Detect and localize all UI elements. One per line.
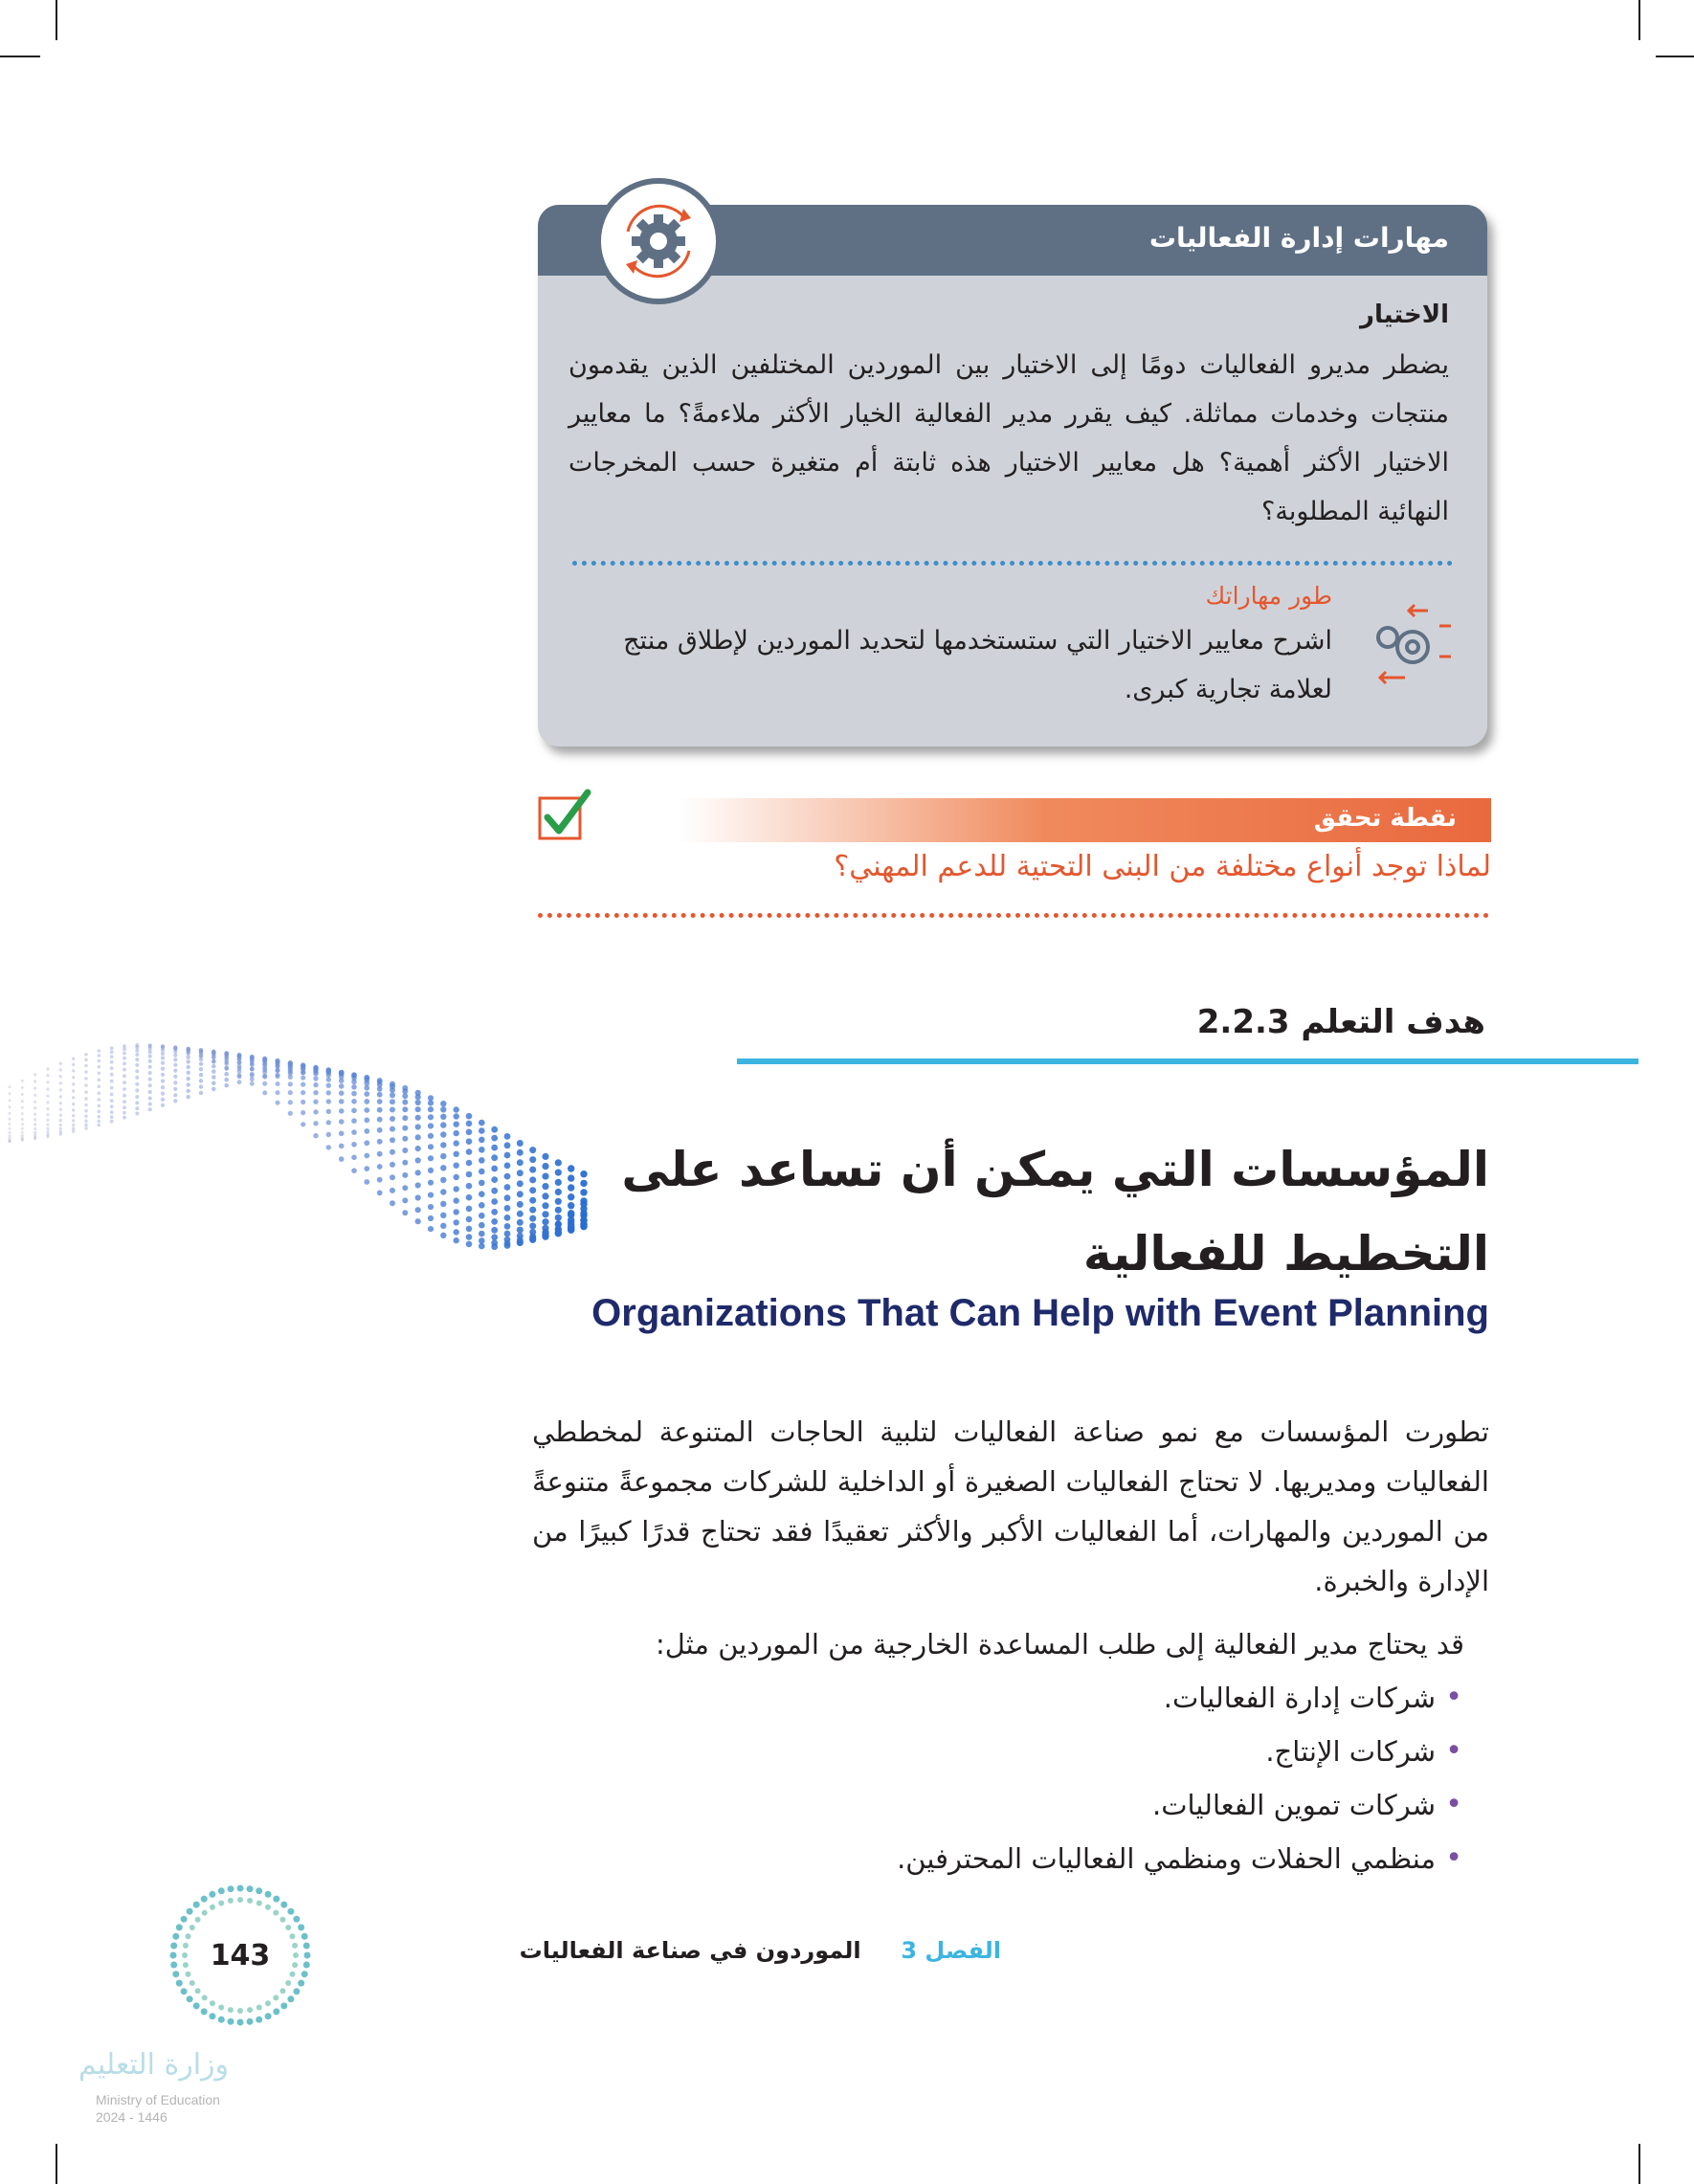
- dotted-divider: [538, 913, 1489, 918]
- page-number: 143: [210, 1939, 271, 1972]
- gear-cycle-icon: [595, 178, 722, 304]
- checkpoint-question: لماذا توجد أنواع مختلفة من البنى التحتية للدعم المهني؟: [834, 850, 1491, 883]
- checkpoint-title: نقطة تحقق: [1313, 804, 1457, 833]
- ministry-year: 2024 - 1446: [96, 2109, 167, 2125]
- selection-heading: الاختيار: [1360, 301, 1449, 329]
- learning-objective-rule: [737, 1059, 1638, 1064]
- list-item: • شركات الإنتاج.: [532, 1725, 1489, 1778]
- section-title-arabic: المؤسسات التي يمكن أن تساعد على التخطيط للفعالية: [621, 1142, 1489, 1281]
- ministry-english-text: Ministry of Education: [96, 2092, 220, 2107]
- checkmark-box-icon: [536, 787, 593, 844]
- dotted-divider: [572, 561, 1453, 566]
- skills-box-title: مهارات إدارة الفعاليات: [1148, 222, 1449, 254]
- checkpoint-bar: [680, 798, 1491, 842]
- section-title-english: Organizations That Can Help with Event Planning: [591, 1292, 1489, 1334]
- crop-mark: [56, 2144, 57, 2184]
- develop-skills-label: طور مهاراتك: [1205, 582, 1332, 610]
- page-footer: [520, 1937, 1001, 1964]
- chapter-label: الفصل 3: [901, 1937, 1001, 1964]
- list-item: • شركات تموين الفعاليات.: [532, 1778, 1489, 1832]
- body-paragraph: تطورت المؤسسات مع نمو صناعة الفعاليات لتلبية الحاجات المتنوعة لمخططي الفعاليات ومديريها. لا تحتاج الفعاليات الصغيرة أو الداخلية للشركات مجموعةً متنوعةً من الموردين والمهارات، أما الفعاليات الأكبر والأكثر تعقيدًا فقد تحتاج قدرًا كبيرًا من الإدارة والخبرة.: [532, 1415, 1489, 1597]
- develop-skills-text: اشرح معايير الاختيار التي ستستخدمها لتحديد الموردين لإطلاق منتج لعلامة تجارية كبرى.: [623, 626, 1332, 704]
- supplier-list: [532, 1671, 1489, 1885]
- gears-arrows-icon: [1359, 597, 1455, 693]
- list-item: • منظمي الحفلات ومنظمي الفعاليات المحترفين.: [532, 1832, 1489, 1885]
- event-skills-box: [538, 205, 1487, 747]
- list-intro: قد يحتاج مدير الفعالية إلى طلب المساعدة الخارجية من الموردين مثل:: [655, 1628, 1464, 1660]
- learning-objective-title: هدف التعلم 2.2.3: [1196, 1003, 1485, 1041]
- chapter-title: الموردون في صناعة الفعاليات: [519, 1937, 861, 1964]
- crop-mark: [56, 0, 57, 40]
- crop-mark: [1638, 2144, 1640, 2184]
- crop-mark: [1656, 56, 1694, 57]
- crop-mark: [1638, 0, 1640, 40]
- list-item: • شركات إدارة الفعاليات.: [532, 1671, 1489, 1725]
- selection-body-text: يضطر مديرو الفعاليات دومًا إلى الاختيار بين الموردين المختلفين الذين يقدمون منتجات وخدمات مماثلة. كيف يقرر مدير الفعالية الخيار الأكثر ملاءمةً؟ ما معايير الاختيار الأكثر أهمية؟ هل معايير الاختيار هذه ثابتة أم متغيرة حسب المخرجات النهائية المطلوبة؟: [568, 350, 1449, 526]
- crop-mark: [0, 56, 40, 57]
- ministry-logo-text: وزارة التعليم: [78, 2048, 230, 2082]
